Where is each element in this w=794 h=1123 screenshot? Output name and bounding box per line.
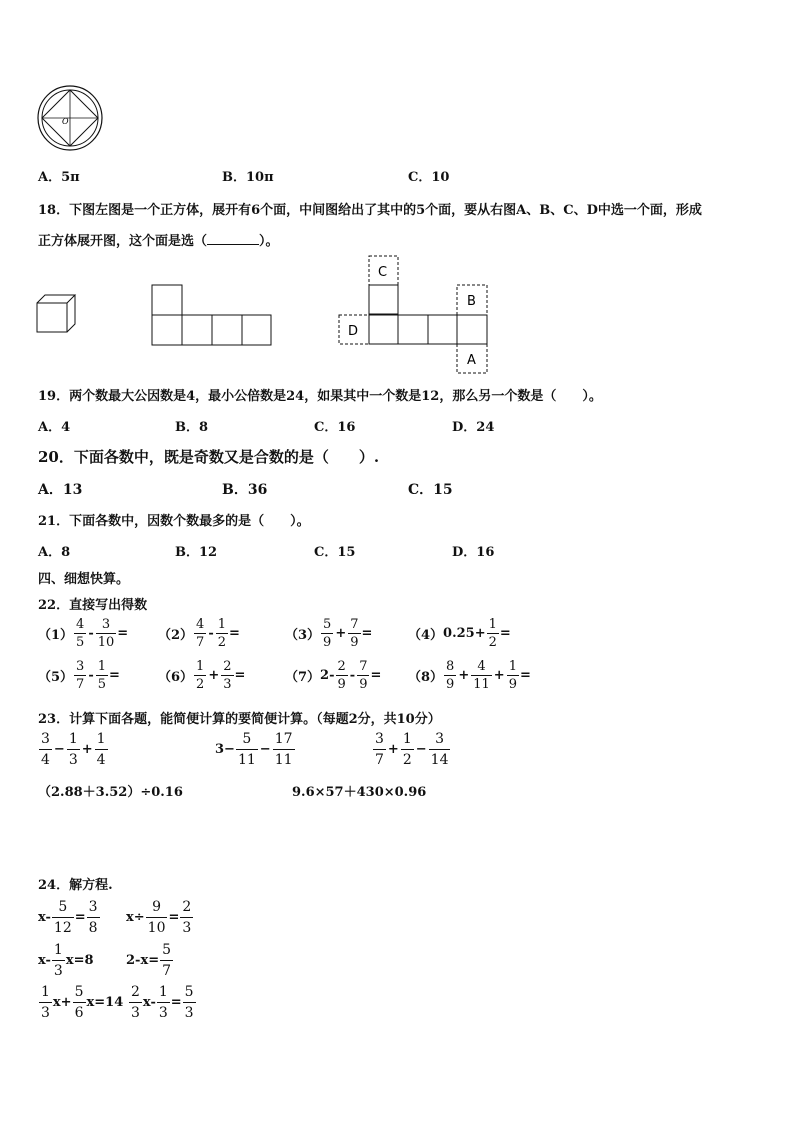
- section-title: 四、细想快算。: [38, 572, 130, 587]
- q24-eq-6: $\frac{2}{3}$ x- $\frac{1}{3}$ = $\frac{5}{3}$: [131, 984, 194, 1021]
- q19-option-c[interactable]: C．16: [314, 420, 356, 435]
- q21-option-b[interactable]: B．12: [175, 545, 218, 560]
- q17-option-b[interactable]: B．10π: [222, 170, 274, 185]
- q19-option-a[interactable]: A．4: [38, 420, 71, 435]
- option-net: [338, 255, 490, 375]
- five-face-net: [151, 284, 273, 346]
- q20-text: 20．下面各数中，既是奇数又是合数的是（ ）.: [38, 448, 380, 466]
- q21-option-a[interactable]: A．8: [38, 545, 71, 560]
- q18-text-line1: 18．下图左图是一个正方体，展开有6个面，中间图给出了其中的5个面，要从右图A、B、C、D中选一个面，形成: [38, 203, 702, 218]
- q24-eq-2: x÷ $\frac{9}{10}$ = $\frac{2}{3}$: [126, 899, 192, 936]
- face-label-b: B: [467, 294, 476, 309]
- center-label: O: [62, 117, 69, 126]
- q23-expr-4: （2.88＋3.52）÷0.16: [38, 785, 183, 800]
- q18-text-line2: 正方体展开图，这个面是选（ ）。: [38, 234, 279, 249]
- q17-option-a[interactable]: A．5π: [38, 170, 80, 185]
- q19-option-b[interactable]: B．8: [175, 420, 209, 435]
- q22-item-3: （3） $\frac{5}{9}$ + $\frac{7}{9}$ =: [285, 617, 373, 650]
- q23-expr-5: 9.6×57＋430×0.96: [292, 785, 427, 800]
- face-label-c: C: [378, 265, 388, 280]
- cube-figure: [36, 294, 78, 334]
- q22-title: 22．直接写出得数: [38, 598, 148, 613]
- q23-title: 23．计算下面各题，能简便计算的要简便计算。（每题2分，共10分）: [38, 712, 441, 727]
- q22-item-8: （8） $\frac{8}{9}$ + $\frac{4}{11}$ + $\frac{1}{9}$ =: [408, 659, 531, 692]
- q23-expr-3: $\frac{3}{7}$ + $\frac{1}{2}$ − $\frac{3}{14}$: [375, 731, 449, 768]
- q23-expr-1: $\frac{3}{4}$ − $\frac{1}{3}$ + $\frac{1}{4}$: [41, 731, 106, 768]
- q19-option-d[interactable]: D．24: [452, 420, 495, 435]
- q20-option-a[interactable]: A．13: [38, 482, 83, 498]
- q22-item-7: （7） 2- $\frac{2}{9}$ - $\frac{7}{9}$ =: [285, 659, 382, 692]
- q17-option-c[interactable]: C．10: [408, 170, 450, 185]
- q18-answer-blank[interactable]: [207, 233, 259, 245]
- q22-item-4: （4） 0.25+ $\frac{1}{2}$ =: [408, 617, 511, 650]
- q21-option-d[interactable]: D．16: [452, 545, 495, 560]
- q24-eq-5: $\frac{1}{3}$ x+ $\frac{5}{6}$ x=14: [41, 984, 124, 1021]
- q20-option-c[interactable]: C．15: [408, 482, 453, 498]
- face-label-a: A: [467, 353, 476, 368]
- q20-option-b[interactable]: B．36: [222, 482, 268, 498]
- q21-text: 21．下面各数中，因数个数最多的是（ ）。: [38, 514, 310, 529]
- q22-item-2: （2） $\frac{4}{7}$ - $\frac{1}{2}$ =: [158, 617, 240, 650]
- q24-title: 24．解方程.: [38, 878, 113, 893]
- q22-item-5: （5） $\frac{3}{7}$ - $\frac{1}{5}$ =: [38, 659, 120, 692]
- circle-square-figure: [35, 83, 105, 153]
- q23-expr-2: 3− $\frac{5}{11}$ − $\frac{17}{11}$: [215, 731, 293, 768]
- q24-eq-3: x- $\frac{1}{3}$ x=8: [38, 942, 94, 979]
- q21-option-c[interactable]: C．15: [314, 545, 356, 560]
- q24-eq-4: 2-x= $\frac{5}{7}$: [126, 942, 172, 979]
- face-label-d: D: [348, 324, 359, 339]
- q22-item-1: （1） $\frac{4}{5}$ - $\frac{3}{10}$ =: [38, 617, 129, 650]
- q22-item-6: （6） $\frac{1}{2}$ + $\frac{2}{3}$ =: [158, 659, 246, 692]
- q19-text: 19．两个数最大公因数是4，最小公倍数是24，如果其中一个数是12，那么另一个数是（ ）。: [38, 389, 602, 404]
- q24-eq-1: x- $\frac{5}{12}$ = $\frac{3}{8}$: [38, 899, 98, 936]
